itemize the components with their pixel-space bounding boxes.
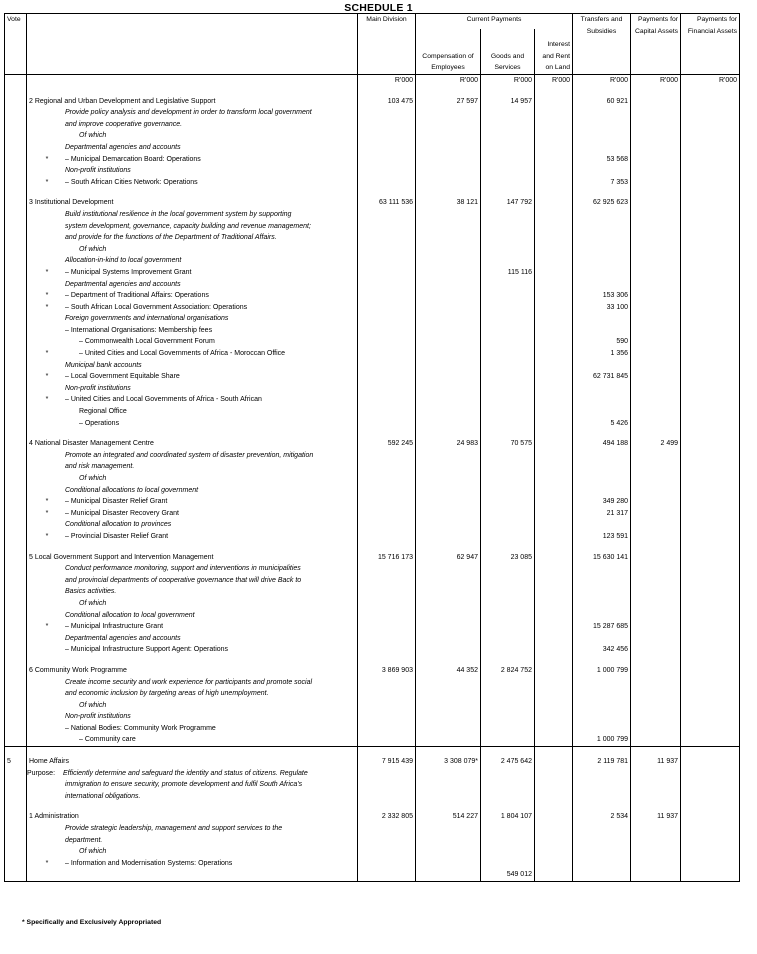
goods-value: 14 957 (481, 96, 535, 108)
line-item (5, 869, 740, 881)
vote-number: 5 (5, 756, 27, 768)
programme-row (5, 665, 740, 677)
of-which-label: Of which (27, 846, 358, 858)
item-label: – Commonwealth Local Government Forum (27, 336, 358, 348)
programme-row (5, 96, 740, 108)
line-item (5, 267, 740, 279)
item-label: – Community care (27, 734, 358, 746)
goods-value: 23 085 (481, 552, 535, 564)
transfers-value: 15 630 141 (573, 552, 631, 564)
line-item (5, 177, 740, 189)
main-division-value: 592 245 (358, 438, 416, 450)
header-compensation: Compensation of Employees (416, 29, 481, 74)
purpose-text: Efficiently determine and safeguard the identity and status of citizens. Regulate (63, 769, 308, 777)
goods-value: 115 116 (481, 267, 535, 279)
unit: R'000 (681, 75, 740, 87)
vote-row (5, 756, 740, 768)
programme-title: 6 Community Work Programme (27, 665, 358, 677)
compensation-value: 27 597 (416, 96, 481, 108)
compensation-value: 3 308 079* (416, 756, 481, 768)
item-label: – Provincial Disaster Relief Grant (65, 532, 169, 540)
category-label: Foreign governments and international organisations (27, 313, 358, 325)
purpose-text: and risk management. (27, 461, 358, 473)
transfers-value: 2 534 (573, 811, 631, 823)
item-label: – Operations (27, 418, 358, 430)
purpose-text: Provide strategic leadership, management and support services to the (27, 823, 358, 835)
unit: R'000 (416, 75, 481, 87)
programme-title: 1 Administration (27, 811, 358, 823)
appropriation-marker: * (45, 623, 49, 631)
main-division-value: 7 915 439 (358, 756, 416, 768)
goods-value: 2 475 642 (481, 756, 535, 768)
line-item (5, 302, 740, 314)
unit: R'000 (573, 75, 631, 87)
compensation-value: 44 352 (416, 665, 481, 677)
main-division-value: 103 475 (358, 96, 416, 108)
appropriation-marker: * (45, 350, 49, 358)
line-item (5, 644, 740, 656)
of-which-label: Of which (27, 130, 358, 142)
unit: R'000 (535, 75, 573, 87)
header-vote: Vote (5, 14, 27, 75)
transfers-value: 342 456 (573, 644, 631, 656)
line-item (5, 371, 740, 383)
purpose-text: immigration to ensure security, promote development and fulfil South Africa's (27, 779, 358, 791)
category-label: Departmental agencies and accounts (27, 142, 358, 154)
transfers-value: 7 353 (573, 177, 631, 189)
compensation-value: 38 121 (416, 197, 481, 209)
line-item (5, 394, 740, 406)
appropriation-marker: * (45, 509, 49, 517)
line-item (5, 325, 740, 337)
item-label: – National Bodies: Community Work Programme (27, 723, 358, 735)
line-item (5, 154, 740, 166)
line-item (5, 531, 740, 543)
line-item (5, 723, 740, 735)
category-label: Non-profit institutions (27, 711, 358, 723)
category-label: Non-profit institutions (27, 383, 358, 395)
transfers-value: 53 568 (573, 154, 631, 166)
programme-row (5, 552, 740, 564)
purpose-text: and economic inclusion by targeting areas of high unemployment. (27, 688, 358, 700)
programme-row (5, 811, 740, 823)
transfers-value: 1 000 799 (573, 665, 631, 677)
transfers-value: 1 356 (573, 348, 631, 360)
goods-value: 1 804 107 (481, 811, 535, 823)
appropriation-marker: * (45, 859, 49, 867)
header-current-payments: Current Payments (416, 14, 573, 30)
item-label: – International Organisations: Membership fees (27, 325, 358, 337)
category-label: Conditional allocation to local government (27, 610, 358, 622)
item-label: – Municipal Infrastructure Support Agent: Operations (27, 644, 358, 656)
purpose-text: Provide policy analysis and development in order to transform local government (27, 107, 358, 119)
category-label: Departmental agencies and accounts (27, 279, 358, 291)
appropriation-marker: * (45, 498, 49, 506)
compensation-value: 24 983 (416, 438, 481, 450)
of-which-label: Of which (27, 473, 358, 485)
purpose-text: and provincial departments of cooperative governance that will drive Back to (27, 575, 358, 587)
item-label: – United Cities and Local Governments of Africa - Moroccan Office (79, 350, 286, 358)
item-label: – United Cities and Local Governments of Africa - South African (65, 396, 262, 404)
appropriation-marker: * (45, 396, 49, 404)
programme-title: 4 National Disaster Management Centre (27, 438, 358, 450)
transfers-value: 33 100 (573, 302, 631, 314)
item-label: – Municipal Disaster Relief Grant (65, 498, 168, 506)
item-label: – Municipal Infrastructure Grant (65, 623, 164, 631)
category-label: Allocation-in-kind to local government (27, 255, 358, 267)
line-item (5, 621, 740, 633)
capital-value: 11 937 (631, 811, 681, 823)
item-label: – Information and Modernisation Systems: Operations (65, 859, 233, 867)
transfers-value: 62 731 845 (573, 371, 631, 383)
appropriation-marker: * (45, 373, 49, 381)
category-label: Conditional allocation to provinces (27, 519, 358, 531)
purpose-text: system development, governance, capacity building and revenue management; (27, 221, 358, 233)
header-financial: Payments for Financial Assets (681, 14, 740, 75)
appropriation-marker: * (45, 155, 49, 163)
transfers-value: 2 119 781 (573, 756, 631, 768)
header-main-division: Main Division (358, 14, 416, 75)
transfers-value: 153 306 (573, 290, 631, 302)
transfers-value: 5 426 (573, 418, 631, 430)
transfers-value: 60 921 (573, 96, 631, 108)
appropriation-marker: * (45, 532, 49, 540)
programme-row (5, 197, 740, 209)
purpose-text: Create income security and work experience for participants and promote social (27, 677, 358, 689)
schedule-title: SCHEDULE 1 (344, 2, 413, 14)
header-goods: Goods and Services (481, 29, 535, 74)
vote-title: Home Affairs (27, 756, 358, 768)
transfers-value: 494 188 (573, 438, 631, 450)
appropriation-marker: * (45, 292, 49, 300)
programme-title: 2 Regional and Urban Development and Legislative Support (27, 96, 358, 108)
transfers-value: 1 000 799 (573, 734, 631, 746)
item-label: – South African Cities Network: Operations (65, 178, 198, 186)
purpose-text: department. (27, 835, 358, 847)
line-item (5, 858, 740, 870)
of-which-label: Of which (27, 244, 358, 256)
header-capital: Payments for Capital Assets (631, 14, 681, 75)
purpose-text: and improve cooperative governance. (27, 119, 358, 131)
appropriation-marker: * (45, 268, 49, 276)
unit: R'000 (481, 75, 535, 87)
purpose-text: international obligations. (27, 791, 358, 803)
of-which-label: Of which (27, 598, 358, 610)
compensation-value: 62 947 (416, 552, 481, 564)
item-label: – Department of Traditional Affairs: Operations (65, 292, 209, 300)
item-label: Regional Office (27, 406, 358, 418)
transfers-value: 21 317 (573, 508, 631, 520)
purpose-text: and provide for the functions of the Department of Traditional Affairs. (27, 232, 358, 244)
item-label: – Municipal Systems Improvement Grant (65, 268, 192, 276)
header-row (5, 14, 740, 30)
line-item (5, 496, 740, 508)
transfers-value: 15 287 685 (573, 621, 631, 633)
unit: R'000 (358, 75, 416, 87)
appropriation-marker: * (45, 178, 49, 186)
programme-title: 5 Local Government Support and Intervention Management (27, 552, 358, 564)
compensation-value: 514 227 (416, 811, 481, 823)
purpose-text: Promote an integrated and coordinated system of disaster prevention, mitigation (27, 450, 358, 462)
programme-row (5, 438, 740, 450)
line-item (5, 734, 740, 746)
line-item (5, 348, 740, 360)
capital-value: 2 499 (631, 438, 681, 450)
line-item (5, 508, 740, 520)
header-interest: Interest and Rent on Land (535, 29, 573, 74)
units-row (5, 75, 740, 87)
category-label: Conditional allocations to local government (27, 485, 358, 497)
category-label: Departmental agencies and accounts (27, 633, 358, 645)
item-label: – Municipal Demarcation Board: Operations (65, 155, 201, 163)
goods-value: 2 824 752 (481, 665, 535, 677)
purpose-label: Purpose: (27, 769, 56, 777)
appropriation-marker: * (45, 303, 49, 311)
main-division-value: 63 111 536 (358, 197, 416, 209)
category-label: Municipal bank accounts (27, 360, 358, 372)
purpose-text: Build institutional resilience in the local government system by supporting (27, 209, 358, 221)
of-which-label: Of which (27, 700, 358, 712)
main-division-value: 15 716 173 (358, 552, 416, 564)
unit: R'000 (631, 75, 681, 87)
programme-title: 3 Institutional Development (27, 197, 358, 209)
main-division-value: 2 332 805 (358, 811, 416, 823)
category-label: Non-profit institutions (27, 165, 358, 177)
purpose-text: Basics activities. (27, 586, 358, 598)
transfers-value: 349 280 (573, 496, 631, 508)
line-item (5, 290, 740, 302)
capital-value: 11 937 (631, 756, 681, 768)
item-label: – Local Government Equitable Share (65, 373, 180, 381)
transfers-value: 62 925 623 (573, 197, 631, 209)
main-division-value: 3 869 903 (358, 665, 416, 677)
footnote: * Specifically and Exclusively Appropriated (22, 919, 162, 926)
line-item (5, 336, 740, 348)
purpose-text: Conduct performance monitoring, support and interventions in municipalities (27, 563, 358, 575)
item-label: – Municipal Disaster Recovery Grant (65, 509, 179, 517)
transfers-value: 590 (573, 336, 631, 348)
goods-value: 70 575 (481, 438, 535, 450)
item-label: – South African Local Government Association: Operations (65, 303, 248, 311)
goods-value: 549 012 (481, 869, 535, 881)
schedule-table (4, 13, 740, 882)
goods-value: 147 792 (481, 197, 535, 209)
transfers-value: 123 591 (573, 531, 631, 543)
header-transfers: Transfers and Subsidies (573, 14, 631, 75)
